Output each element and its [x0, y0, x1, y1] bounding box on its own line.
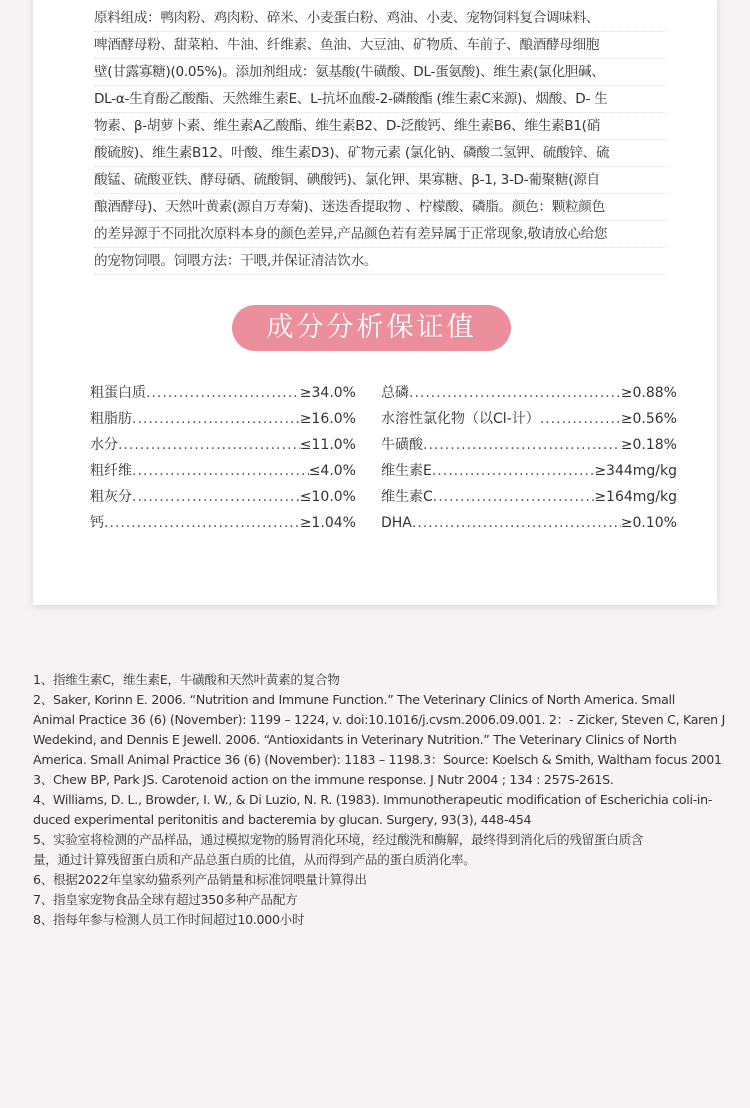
ingredients-line: DL-α-生育酚乙酸酯、天然维生素E、L-抗坏血酸-2-磷酸酯 (维生素C来源)、烟酸、D- 生	[94, 86, 666, 113]
nutrient-label: 维生素E	[381, 463, 432, 479]
nutrient-label: 粗灰分	[90, 489, 132, 505]
footnote-line: 7、指皇家宠物食品全球有超过350多种产品配方	[33, 892, 298, 907]
nutrient-value: ≥0.56%	[620, 411, 677, 427]
analysis-row	[381, 380, 677, 406]
nutrient-label: 水分	[90, 437, 118, 453]
nutrient-value: ≥1.04%	[299, 515, 356, 531]
nutrient-value: ≤11.0%	[299, 437, 356, 453]
nutrient-label: 水溶性氯化物（以Cl-计）	[381, 411, 540, 427]
leader-dots	[132, 406, 300, 432]
nutrient-label: DHA	[381, 515, 412, 531]
nutrient-label: 粗纤维	[90, 463, 132, 479]
nutrient-value: ≥0.88%	[620, 385, 677, 401]
footnote-line: 8、指每年参与检测人员工作时间超过10.000小时	[33, 912, 305, 927]
analysis-table-left	[90, 380, 356, 536]
ingredients-line: 酸锰、硫酸亚铁、酵母硒、硫酸铜、碘酸钙)、氯化钾、果寡糖、β-1, 3-D-葡聚糖(源自	[94, 167, 666, 194]
leader-dots	[146, 380, 300, 406]
footnote-line: Wedekind, and Dennis E Jewell. 2006. “Antioxidants in Veterinary Nutrition.” The Veterinary Clinics of North	[33, 732, 677, 747]
ingredients-line: 原料组成：鸭肉粉、鸡肉粉、碎米、小麦蛋白粉、鸡油、小麦、宠物饲料复合调味料、	[94, 5, 666, 32]
nutrient-value: ≤4.0%	[308, 463, 356, 479]
leader-dots	[104, 510, 300, 536]
leader-dots	[433, 484, 595, 510]
nutrient-label: 牛磺酸	[381, 437, 423, 453]
leader-dots	[409, 380, 621, 406]
analysis-row	[381, 510, 677, 536]
analysis-row	[90, 510, 356, 536]
footnote-line: 5、实验室将检测的产品样品，通过模拟宠物的肠胃消化环境，经过酸洗和酶解，最终得到消化后的残留蛋白质含	[33, 832, 644, 847]
analysis-row	[90, 380, 356, 406]
leader-dots	[132, 458, 309, 484]
leader-dots	[540, 406, 621, 432]
nutrient-label: 维生素C	[381, 489, 433, 505]
nutrient-value: ≥0.18%	[620, 437, 677, 453]
nutrient-value: ≥34.0%	[299, 385, 356, 401]
analysis-row	[90, 406, 356, 432]
leader-dots	[432, 458, 594, 484]
nutrient-value: ≥164mg/kg	[594, 489, 677, 505]
footnote-line: 3、Chew BP, Park JS. Carotenoid action on the immune response. J Nutr 2004 ; 134 : 257S-261S.	[33, 772, 614, 787]
nutrient-value: ≥16.0%	[299, 411, 356, 427]
ingredients-line: 壁(甘露寡糖)(0.05%)。添加剂组成：氨基酸(牛磺酸、DL-蛋氨酸)、维生素(氯化胆碱、	[94, 59, 666, 86]
footnote-line: 4、Williams, D. L., Browder, I. W., & Di Luzio, N. R. (1983). Immunotherapeutic modification of Escherichia coli-in-	[33, 792, 713, 807]
analysis-row	[381, 458, 677, 484]
footnote-line: 6、根据2022年皇家幼猫系列产品销量和标准饲喂量计算得出	[33, 872, 367, 887]
ingredients-line: 啤酒酵母粉、甜菜粕、牛油、纤维素、鱼油、大豆油、矿物质、车前子、酿酒酵母细胞	[94, 32, 666, 59]
footnote-line: 2、Saker, Korinn E. 2006. “Nutrition and Immune Function.” The Veterinary Clinics of North America. Small	[33, 692, 675, 707]
leader-dots	[132, 484, 300, 510]
nutrient-value: ≥344mg/kg	[594, 463, 677, 479]
footnote-line: 量，通过计算残留蛋白质和产品总蛋白质的比值，从而得到产品的蛋白质消化率。	[33, 852, 476, 867]
ingredients-line: 酿酒酵母)、天然叶黄素(源自万寿菊)、迷迭香提取物 、柠檬酸、磷脂。颜色：颗粒颜色	[94, 194, 666, 221]
leader-dots	[118, 432, 300, 458]
nutrient-label: 总磷	[381, 385, 409, 401]
analysis-table-right	[381, 380, 677, 536]
leader-dots	[412, 510, 621, 536]
nutrient-value: ≥0.10%	[620, 515, 677, 531]
analysis-row	[381, 432, 677, 458]
ingredients-line: 酸硫胺)、维生素B12、叶酸、维生素D3)、矿物元素 (氯化钠、磷酸二氢钾、硫酸锌、硫	[94, 140, 666, 167]
analysis-row	[90, 432, 356, 458]
footnote-line: 1、指维生素C，维生素E，牛磺酸和天然叶黄素的复合物	[33, 672, 340, 687]
footnotes	[33, 670, 733, 930]
leader-dots	[423, 432, 621, 458]
ingredients-line: 物素、β-胡萝卜素、维生素A乙酸酯、维生素B2、D-泛酸钙、维生素B6、维生素B1(硝	[94, 113, 666, 140]
analysis-title-badge: 成分分析保证值	[232, 305, 511, 351]
footnote-line: America. Small Animal Practice 36 (6) (November): 1183 – 1198.3：Source: Koelsch & Smith, Waltham focus 2001	[33, 752, 722, 767]
nutrient-label: 粗脂肪	[90, 411, 132, 427]
analysis-row	[381, 484, 677, 510]
nutrient-label: 粗蛋白质	[90, 385, 146, 401]
footnote-line: Animal Practice 36 (6) (November): 1199 – 1224, v. doi:10.1016/j.cvsm.2006.09.001. 2：- Zicker, Steven C, Karen J	[33, 712, 725, 727]
analysis-row	[90, 484, 356, 510]
analysis-row	[90, 458, 356, 484]
analysis-row	[381, 406, 677, 432]
nutrient-label: 钙	[90, 515, 104, 531]
footnote-line: duced experimental peritonitis and bacteremia by glucan. Surgery, 93(3), 448-454	[33, 812, 532, 827]
ingredients-line: 的宠物饲喂。饲喂方法：干喂,并保证清洁饮水。	[94, 248, 666, 275]
ingredients-line: 的差异源于不同批次原料本身的颜色差异,产品颜色若有差异属于正常现象,敬请放心给您	[94, 221, 666, 248]
ingredients-paragraph	[94, 5, 666, 275]
nutrient-value: ≤10.0%	[299, 489, 356, 505]
